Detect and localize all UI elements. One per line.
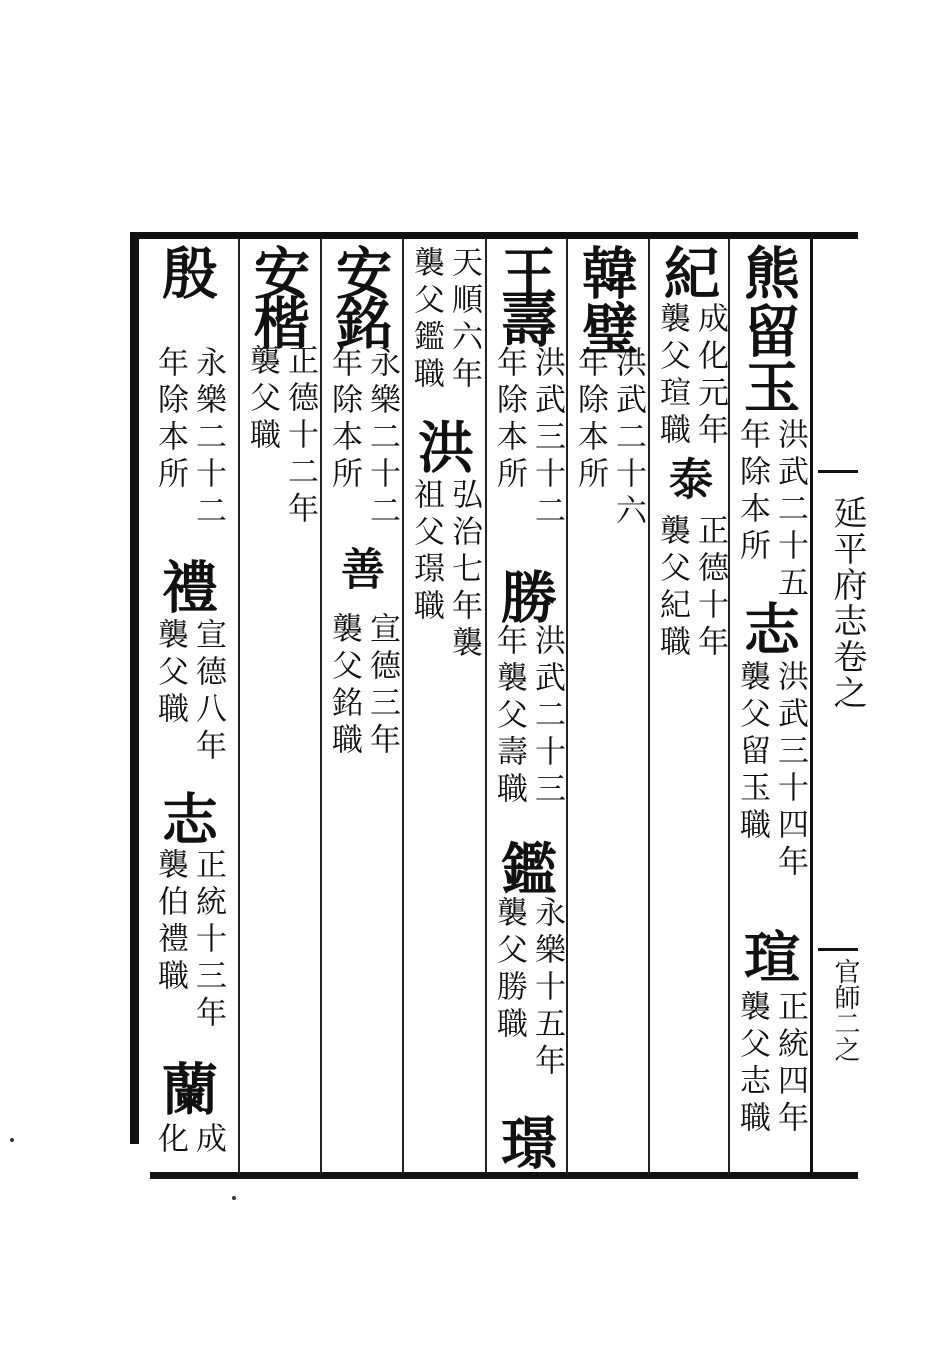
name-char: 留 [735,302,801,358]
margin-rule-top [818,470,858,473]
annotation-right: 弘治七年襲 [446,478,482,663]
annotation-right: 永樂二十二 [190,346,226,531]
name-char: 安 [245,244,311,300]
annotation-left: 襲父勝職 [491,896,527,1044]
text-column-7 [240,242,320,1170]
name-char: 銘 [327,294,393,350]
margin-section-title: 官師二之 [830,958,860,1062]
frame-bottom-border [150,1172,858,1179]
scan-speck [10,1138,14,1142]
annotation-right: 洪武三十二 [529,346,565,531]
name-char: 楷 [245,294,311,350]
margin-rule-mid [818,948,858,951]
name-char: 鑑 [492,840,558,896]
annotation-left: 襲父銘職 [326,612,362,760]
annotation-left: 襲父瑄職 [654,302,690,450]
text-column-6 [322,242,402,1170]
text-column-1 [730,242,810,1170]
name-char: 璧 [573,300,639,356]
name-char: 殷 [153,244,219,300]
annotation-right: 洪武二十六 [610,346,646,531]
annotation-left: 襲伯禮職 [152,848,188,996]
name-char: 安 [327,244,393,300]
text-column-8 [148,242,228,1170]
frame-right-border [810,238,813,1174]
annotation-left: 襲父志職 [734,990,770,1138]
text-column-4 [487,242,567,1170]
margin-book-title: 延平府志卷之 [827,495,867,711]
annotation-right: 宣德八年 [190,618,226,766]
annotation-right: 正德十年 [692,514,728,662]
annotation-right: 正統十三年 [190,848,226,1033]
annotation-right: 永樂十五年 [529,896,565,1081]
annotation-right: 洪武二十五 [772,418,808,603]
name-char: 壽 [492,292,558,348]
name-char: 璟 [492,1114,558,1170]
annotation-right: 永樂二十二 [364,346,400,531]
name-char: 禮 [153,558,219,614]
annotation-left: 年除本所 [326,346,362,494]
name-char: 泰 [661,456,712,500]
annotation-right: 洪武三十四年 [772,660,808,882]
name-char: 王 [492,244,558,300]
annotation-right: 洪武二十三 [529,624,565,809]
name-char: 蘭 [153,1060,219,1116]
annotation-right: 成 [190,1122,226,1159]
annotation-left: 襲父職 [152,618,188,729]
name-char: 勝 [492,568,558,624]
annotation-left: 襲父鑑職 [408,246,444,394]
text-column-3 [568,242,648,1170]
annotation-right: 成化元年 [692,302,728,450]
annotation-right: 正德十二年 [282,344,318,529]
name-char: 善 [333,546,384,590]
annotation-right: 宣德三年 [364,612,400,760]
annotation-left: 襲父留玉職 [734,660,770,845]
annotation-left: 化 [152,1122,188,1159]
annotation-left: 襲父職 [244,344,280,455]
text-column-2 [650,242,730,1170]
annotation-left: 祖父璟職 [408,478,444,626]
annotation-left: 年除本所 [152,346,188,494]
name-char: 玉 [735,358,801,414]
name-char: 韓 [573,244,639,300]
name-char: 志 [735,600,801,656]
name-char: 熊 [735,244,801,300]
annotation-left: 年除本所 [734,418,770,566]
scan-speck [232,1196,236,1200]
annotation-left: 年襲父壽職 [491,624,527,809]
annotation-left: 年除本所 [572,346,608,494]
annotation-left: 襲父紀職 [654,514,690,662]
text-column-5 [404,242,484,1170]
name-char: 紀 [655,244,721,300]
annotation-left: 年除本所 [491,346,527,494]
frame-left-border [130,232,139,1144]
name-char: 瑄 [735,928,801,984]
annotation-right: 天順六年 [446,246,482,394]
name-char: 志 [153,790,219,846]
annotation-right: 正統四年 [772,990,808,1138]
name-char: 洪 [409,418,475,474]
